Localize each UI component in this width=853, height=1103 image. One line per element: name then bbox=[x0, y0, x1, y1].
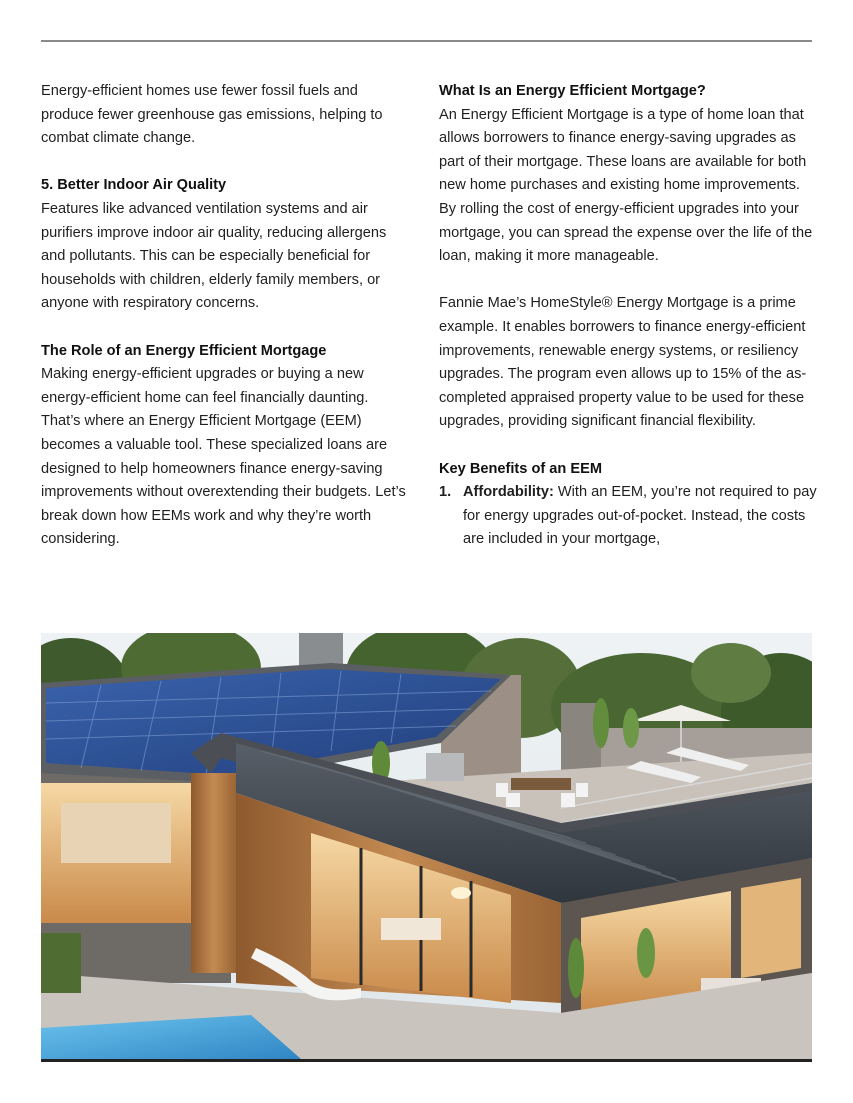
fannie-mae-paragraph: Fannie Mae’s HomeStyle® Energy Mortgage is a prime example. It enables borrowers to finance energy-efficient improvements, renewable energy systems, or resiliency upgrades. The program even allows up to 15% of the as-completed appraised property value to be used for these upgrades, providing significant financial flexibility. bbox=[439, 295, 807, 430]
what-is-body: An Energy Efficient Mortgage is a type of home loan that allows borrowers to finance energy-saving upgrades as part of their mortgage. These loans are available for both new home purchases and existing home improvements. By rolling the cost of energy-efficient upgrades into your mortgage, you can spread the expense over the life of the loan, making it more manageable. bbox=[439, 106, 813, 265]
list-item-number: 1. bbox=[439, 484, 452, 501]
benefits-heading: Key Benefits of an EEM bbox=[439, 460, 602, 477]
list-item-title: Affordability: bbox=[463, 484, 554, 501]
bottom-divider bbox=[41, 1059, 812, 1062]
top-divider bbox=[41, 40, 812, 42]
house-illustration bbox=[41, 633, 812, 1059]
list-item-text: With an EEM, you’re not required to pay for energy upgrades out-of-pocket. Instead, the costs are included in your mortgage, bbox=[463, 484, 817, 548]
intro-paragraph: Energy-efficient homes use fewer fossil fuels and produce fewer greenhouse gas emissions, helping to combat climate change. bbox=[41, 83, 383, 147]
left-column bbox=[41, 80, 406, 575]
what-is-heading: What Is an Energy Efficient Mortgage? bbox=[439, 83, 706, 99]
role-heading: The Role of an Energy Efficient Mortgage bbox=[41, 342, 327, 359]
benefits-list bbox=[439, 481, 817, 552]
list-item bbox=[439, 481, 817, 552]
right-column bbox=[439, 80, 817, 552]
house-photo bbox=[41, 633, 812, 1059]
section-5-heading: 5. Better Indoor Air Quality bbox=[41, 177, 227, 194]
role-body: Making energy-efficient upgrades or buying a new energy-efficient home can feel financially daunting. That’s where an Energy Efficient Mortgage (EEM) becomes a valuable tool. These specialized loans are designed to help homeowners finance energy-saving improvements without overextending their budgets. Let’s break down how EEMs work and why they’re worth considering. bbox=[41, 366, 406, 548]
section-5-body: Features like advanced ventilation systems and air purifiers improve indoor air quality, reducing allergens and pollutants. This can be especially beneficial for households with children, elderly family members, or anyone with respiratory concerns. bbox=[41, 200, 387, 312]
